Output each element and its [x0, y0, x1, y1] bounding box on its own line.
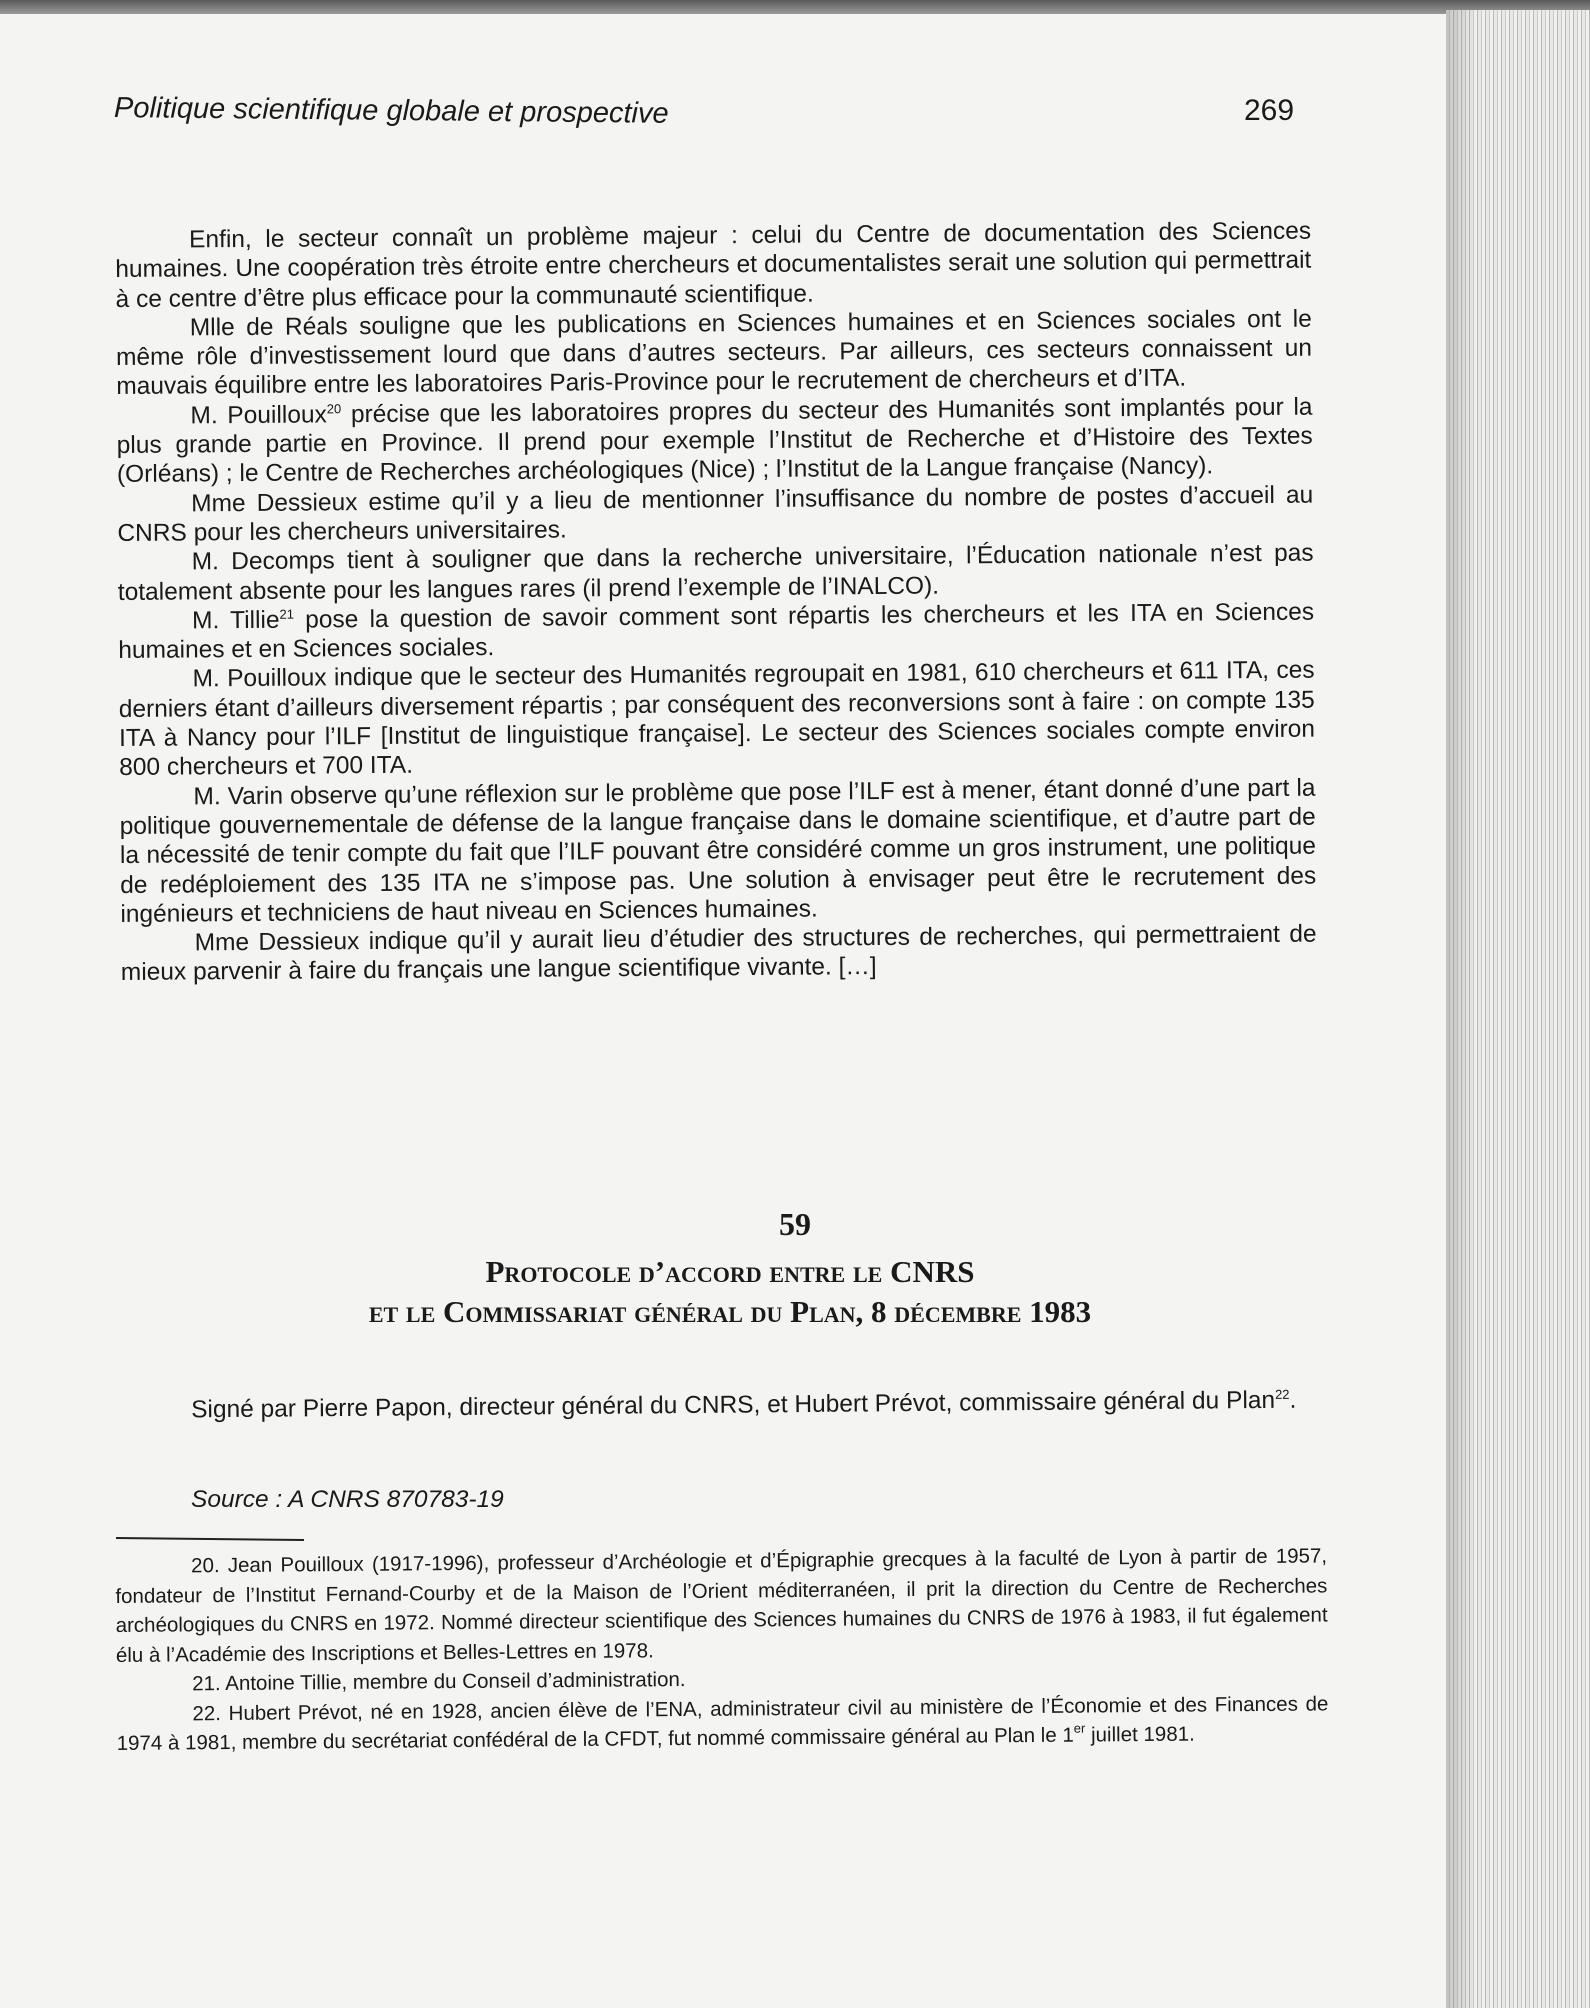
- footnote-text: juillet 1981.: [1085, 1722, 1195, 1747]
- paragraph: M. Decomps tient à souligner que dans la recherche universitaire, l’Éducation nationale n’est pas totalement absente pour les langues rares (il prend l’exemple de l’INALCO).: [117, 539, 1314, 606]
- footnote-text: 22. Hubert Prévot, né en 1928, ancien élève de l’ENA, administrateur civil au ministère de l’Économie et des Finances de 1974 à 1981, membre du secrétariat confédéral de la CFDT, fut nommé commissaire général au Plan le 1: [116, 1691, 1329, 1755]
- paragraph: Enfin, le secteur connaît un problème majeur : celui du Centre de documentation des Sciences humaines. Une coopération très étroite entre chercheurs et documentalistes serait une solution qui permettrait à ce centre d’être plus efficace pour la communauté scientifique.: [115, 217, 1312, 313]
- paragraph-text: pose la question de savoir comment sont répartis les chercheurs et les ITA en Sciences humaines et en Sciences sociales.: [118, 598, 1315, 665]
- paragraph-text: précise que les laboratoires propres du secteur des Humanités sont implantés pour la plus grande partie en Province. Il prend pour exemple l’Institut de Recherche et d’Histoire des Textes (Orléans) ; le Centre de Recherches archéologiques (Nice) ; l’Institut de la Langue française (Nancy).: [116, 393, 1313, 489]
- paragraph: M. Varin observe qu’une réflexion sur le problème que pose l’ILF est à mener, étant donné d’une part la politique gouvernementale de défense de la langue française dans le domaine scientifique, et d’autre part de la nécessité de tenir compte du fait que l’ILF pouvant être considéré comme un gros instrument, une politique de redéploiement des 135 ITA ne s’impose pas. Une solution à envisager peut être le recrutement des ingénieurs et techniciens de haut niveau en Sciences humaines.: [119, 774, 1317, 928]
- signed-text: Signé par Pierre Papon, directeur général du CNRS, et Hubert Prévot, commissaire général du Plan: [191, 1386, 1276, 1424]
- footnote-ref[interactable]: 20: [326, 401, 342, 417]
- page-number: 269: [1244, 94, 1295, 127]
- page-edges: [1446, 10, 1590, 2008]
- paragraph-text: M. Tillie: [191, 606, 280, 635]
- paragraph: [118, 597, 1314, 665]
- paragraph: M. Pouilloux indique que le secteur des Humanités regroupait en 1981, 610 chercheurs et 611 ITA, ces derniers étant d’ailleurs diversement répartis ; par conséquent des reconversions sont à faire : on compte 135 ITA à Nancy pour l’ILF [Institut de linguistique française]. Le secteur des Sciences sociales compte environ 800 chercheurs et 700 ITA.: [118, 657, 1316, 782]
- footnote-ref[interactable]: 21: [279, 606, 295, 622]
- document-title: [0, 1252, 1460, 1332]
- footnote: 21. Antoine Tillie, membre du Conseil d’administration.: [192, 1668, 686, 1696]
- title-line: et le Commissariat général du Plan, 8 décembre 1983: [368, 1294, 1092, 1329]
- title-line: Protocole d’accord entre le CNRS: [485, 1254, 975, 1289]
- superscript: er: [1073, 1720, 1086, 1736]
- footnote-divider: [116, 1537, 304, 1541]
- paragraph: Mme Dessieux indique qu’il y aurait lieu d’étudier des structures de recherches, qui permettraient de mieux parvenir à faire du français une langue scientifique vivante. […]: [120, 920, 1317, 987]
- paragraph: Mme Dessieux estime qu’il y a lieu de mentionner l’insuffisance du nombre de postes d’accueil au CNRS pour les chercheurs universitaires.: [117, 481, 1314, 547]
- footnote-ref[interactable]: 22: [1274, 1386, 1290, 1402]
- footnote: 20. Jean Pouilloux (1917-1996), professeur d’Archéologie et d’Épigraphie grecques à la faculté de Lyon à partir de 1957, fondateur de l’Institut Fernand-Courby et de la Maison de l’Orient méditerranéen, il prit la direction du Centre de Recherches archéologiques du CNRS en 1972. Nommé directeur scientifique des Sciences humaines du CNRS de 1976 à 1983, il fut également élu à l’Académie des Inscriptions et Belles-Lettres en 1978.: [115, 1544, 1328, 1667]
- signed-text-end: .: [1289, 1386, 1297, 1414]
- source-reference: Source : A CNRS 870783-19: [191, 1486, 504, 1513]
- signatories-text: [115, 1385, 1323, 1425]
- paragraph: Mlle de Réals souligne que les publications en Sciences humaines et en Sciences sociales ont le même rôle d’investissement lourd que dans d’autres secteurs. Par ailleurs, ces secteurs connaissent un mauvais équilibre entre les laboratoires Paris-Province pour le recrutement de chercheurs et d’ITA.: [115, 305, 1313, 401]
- running-title: Politique scientifique globale et prospective: [113, 92, 669, 130]
- document-number: 59: [779, 1206, 811, 1242]
- book-top-edge: [0, 0, 1590, 14]
- paragraph: [116, 392, 1313, 489]
- footnote: [116, 1689, 1328, 1759]
- footnotes: [115, 1541, 1329, 1758]
- signatories: [115, 1385, 1323, 1425]
- body-text: [115, 217, 1317, 988]
- paragraph-text: M. Pouilloux: [190, 401, 327, 430]
